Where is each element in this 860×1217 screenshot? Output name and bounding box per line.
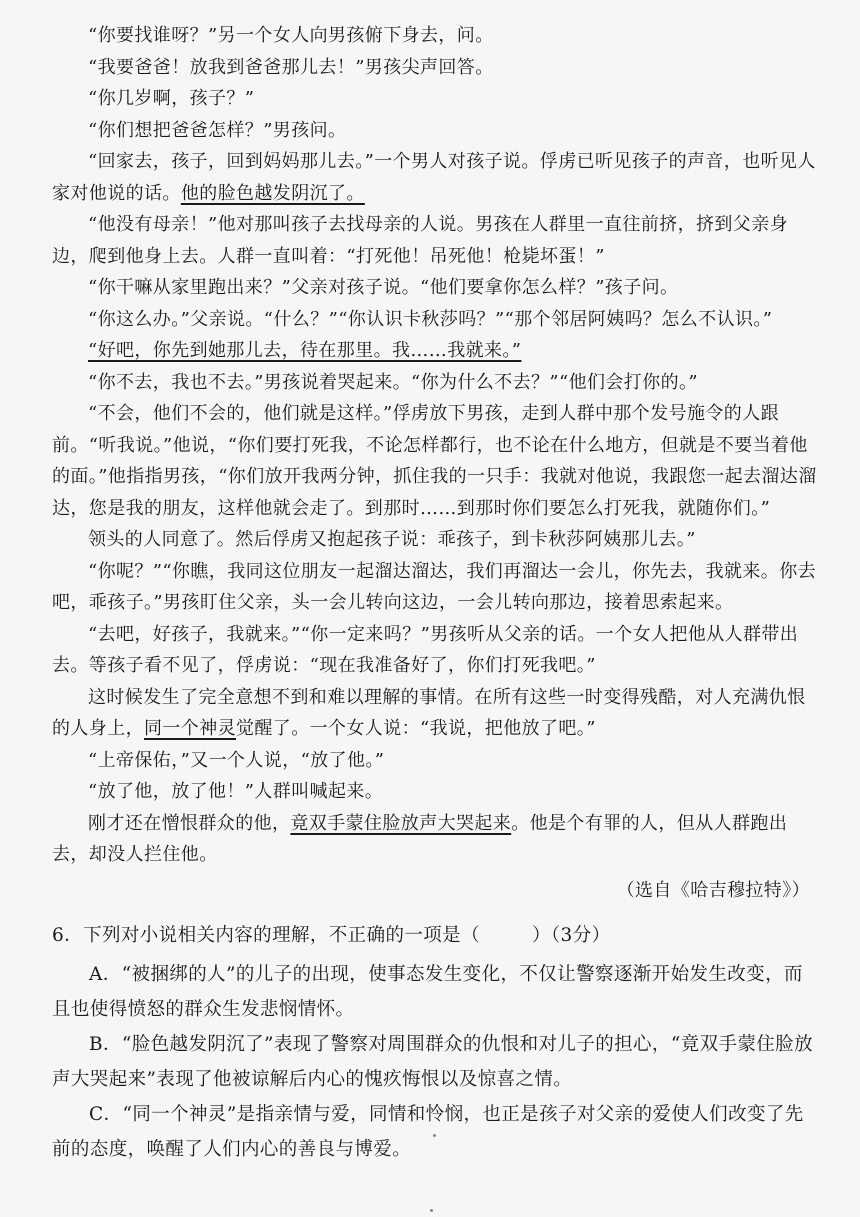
- option-b: B．“脸色越发阴沉了”表现了警察对周围群众的仇恨和对儿子的担心，“竟双手蒙住脸放声大哭起来”表现了他被谅解后内心的愧疚悔恨以及惊喜之情。: [52, 1034, 813, 1090]
- underlined-phrase: “好吧，你先到她那儿去，待在那里。我……我就来。”: [88, 340, 522, 361]
- source-citation: （选自《哈吉穆拉特》）: [616, 879, 810, 901]
- paragraph: “你不去，我也不去。”男孩说着哭起来。“你为什么不去？”“他们会打你的。”: [88, 371, 699, 393]
- question-stem: [52, 918, 820, 953]
- text-run: 。他是个有罪的人，但从人群跑出去，却没人拦住他。: [52, 812, 788, 865]
- paragraph: [52, 682, 820, 745]
- scan-speck: [433, 1134, 436, 1137]
- text-run: 觉醒了。一个女人说：“我说，把他放了吧。”: [236, 718, 596, 739]
- paragraph: “去吧，好孩子，我就来。”“你一定来吗？”男孩听从父亲的话。一个女人把他从人群带出去。等孩子看不见了，俘虏说：“现在我准备好了，你们打死我吧。”: [52, 623, 799, 676]
- paragraph: “你要找谁呀？”另一个女人向男孩俯下身去，问。: [88, 25, 494, 46]
- paragraph: [52, 146, 820, 209]
- scan-speck: [430, 1209, 433, 1212]
- underlined-phrase: 竟双手蒙住脸放声大哭起来: [290, 812, 512, 834]
- paragraph: “你这么办。”父亲说。“什么？”“你认识卡秋莎吗？”“那个邻居阿姨吗？怎么不认识。”: [88, 308, 773, 330]
- paragraph: “我要爸爸！放我到爸爸那儿去！”男孩尖声回答。: [88, 56, 494, 78]
- paragraph: [52, 335, 820, 367]
- option-a: A．“被捆绑的人”的儿子的出现，使事态发生变化，不仅让警察逐渐开始发生改变，而且也使得愤怒的群众生发悲悯情怀。: [52, 964, 803, 1020]
- text-run: 6．下列对小说相关内容的理解，不正确的一项是（: [52, 925, 480, 946]
- paragraph: “你干嘛从家里跑出来？”父亲对孩子说。“他们要拿你怎么样？”孩子问。: [88, 277, 679, 298]
- paragraph: “他没有母亲！”他对那叫孩子去找母亲的人说。男孩在人群里一直往前挤，挤到父亲身边，爬到他身上去。人群一直叫着：“打死他！吊死他！枪毙坏蛋！”: [52, 214, 789, 267]
- text-run: 这时候发生了完全意想不到和难以理解的事情。在所有这些一时变得残酷，对人充满仇恨的人身上，: [52, 686, 806, 739]
- paragraph: 领头的人同意了。然后俘虏又抱起孩子说：乖孩子，到卡秋莎阿姨那儿去。”: [88, 529, 696, 550]
- option-c: C．“同一个神灵”是指亲情与爱，同情和怜悯，也正是孩子对父亲的爱使人们改变了先前的态度，唤醒了人们内心的善良与博爱。: [52, 1104, 804, 1160]
- paragraph: “你几岁啊，孩子？”: [88, 88, 255, 109]
- question-6: [52, 918, 820, 1167]
- paragraph: “你呢？”“你瞧，我同这位朋友一起溜达溜达，我们再溜达一会儿，你先去，我就来。你去吧，乖孩子。”男孩盯住父亲，头一会儿转向这边，一会儿转向那边，接着思索起来。: [52, 560, 817, 613]
- paragraph: “上帝保佑，”又一个人说，“放了他。”: [88, 749, 385, 771]
- text-run: 刚才还在憎恨群众的他，: [88, 812, 291, 834]
- text-run: ）（3分）: [531, 925, 611, 946]
- paragraph: “不会，他们不会的，他们就是这样。”俘虏放下男孩，走到人群中那个发号施令的人跟前。“听我说。”他说，“你们要打死我，不论怎样都行，也不论在什么地方，但就是不要当着他的面。”他指指男孩，“你们放开我两分钟，抓住我的一只手：我就对他说，我跟您一起去溜达溜达，您是我的朋友，这样他就会走了。到那时……到那时你们要怎么打死我，就随你们。”: [52, 403, 817, 519]
- paragraph: “你们想把爸爸怎样？”男孩问。: [88, 119, 347, 141]
- underlined-phrase: 同一个神灵: [144, 718, 236, 739]
- text-run: “回家去，孩子，回到妈妈那儿去。”一个男人对孩子说。俘虏已听见孩子的声音，也听见人家对他说的话。: [52, 151, 816, 204]
- paragraph: “放了他，放了他！”人群叫喊起来。: [88, 781, 384, 802]
- paragraph: [52, 808, 820, 871]
- story-text: [52, 20, 820, 906]
- underlined-phrase: 他的脸色越发阴沉了。: [180, 182, 365, 204]
